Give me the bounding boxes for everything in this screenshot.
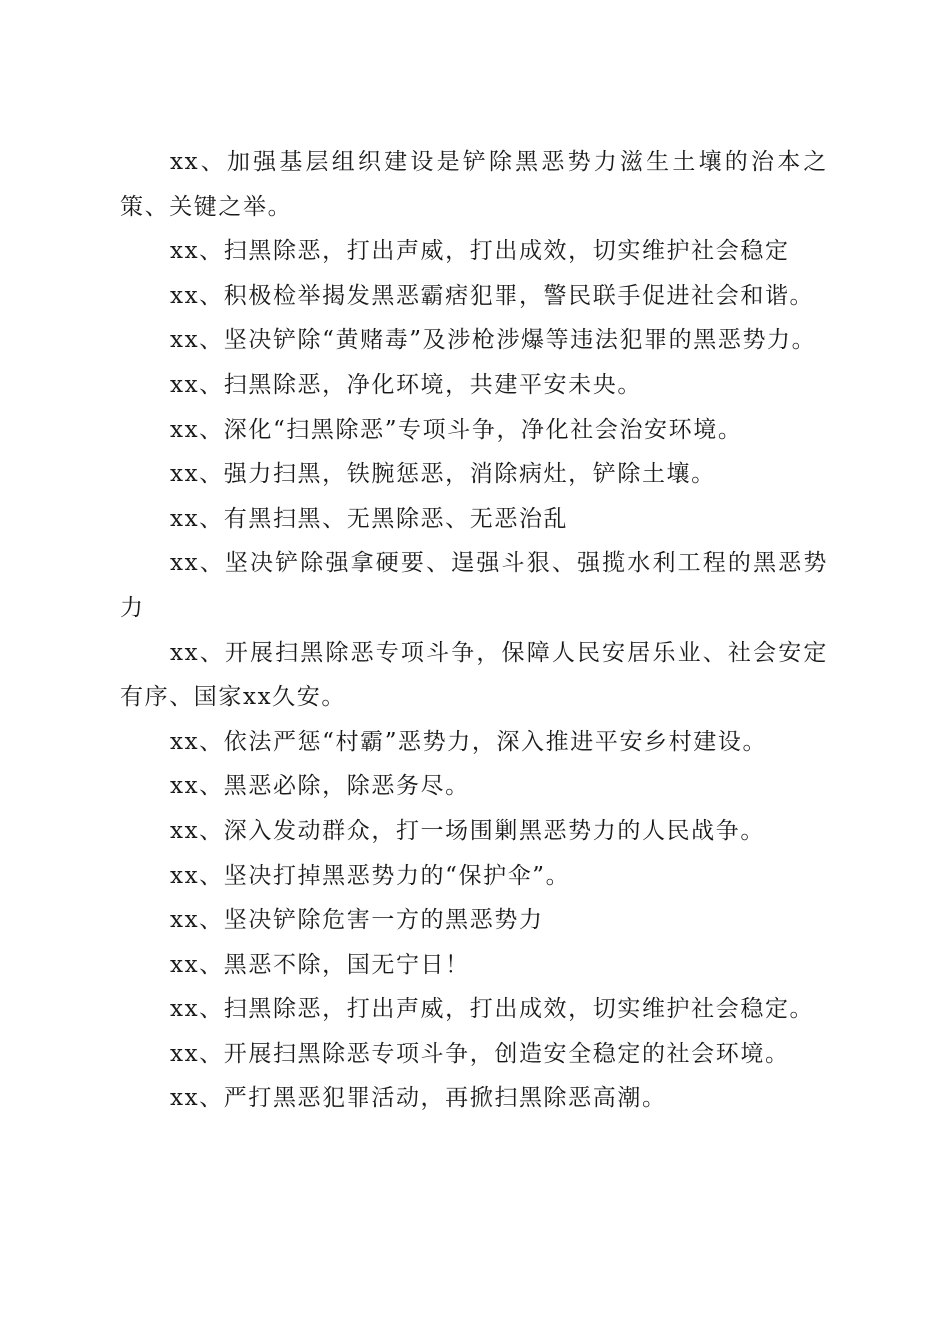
- slogan-paragraph-3: xx、积极检举揭发黑恶霸痞犯罪，警民联手促进社会和谐。: [170, 282, 815, 309]
- slogan-paragraph-5: xx、扫黑除恶，净化环境，共建平安未央。: [170, 371, 642, 398]
- slogan-paragraph-4: xx、坚决铲除“黄赌毒”及涉枪涉爆等违法犯罪的黑恶势力。: [170, 327, 817, 354]
- slogan-paragraph-12: xx、黑恶必除，除恶务尽。: [170, 773, 470, 800]
- slogan-paragraph-9: xx、坚决铲除强拿硬要、逞强斗狠、强揽水利工程的黑恶势力: [120, 550, 828, 621]
- slogan-paragraph-16: xx、黑恶不除，国无宁日！: [170, 951, 470, 978]
- slogan-paragraph-14: xx、坚决打掉黑恶势力的“保护伞”。: [170, 862, 571, 889]
- document-body: [120, 140, 828, 1121]
- slogan-paragraph-13: xx、深入发动群众，打一场围剿黑恶势力的人民战争。: [170, 817, 765, 844]
- slogan-paragraph-1: xx、加强基层组织建设是铲除黑恶势力滋生土壤的治本之策、关键之举。: [120, 149, 828, 220]
- slogan-paragraph-11: xx、依法严惩“村霸”恶势力，深入推进平安乡村建设。: [170, 728, 768, 755]
- slogan-paragraph-2: xx、扫黑除恶，打出声威，打出成效，切实维护社会稳定: [170, 238, 790, 265]
- slogan-paragraph-15: xx、坚决铲除危害一方的黑恶势力: [170, 907, 544, 934]
- slogan-paragraph-18: xx、开展扫黑除恶专项斗争，创造安全稳定的社会环境。: [170, 1040, 790, 1067]
- slogan-paragraph-19: xx、严打黑恶犯罪活动，再掀扫黑除恶高潮。: [170, 1085, 667, 1112]
- slogan-paragraph-8: xx、有黑扫黑、无黑除恶、无恶治乱: [170, 505, 569, 532]
- slogan-paragraph-6: xx、深化“扫黑除恶”专项斗争，净化社会治安环境。: [170, 416, 743, 443]
- slogan-paragraph-10: xx、开展扫黑除恶专项斗争，保障人民安居乐业、社会安定有序、国家xx久安。: [120, 639, 828, 711]
- slogan-paragraph-17: xx、扫黑除恶，打出声威，打出成效，切实维护社会稳定。: [170, 996, 815, 1023]
- slogan-paragraph-7: xx、强力扫黑，铁腕惩恶，消除病灶，铲除土壤。: [170, 461, 716, 488]
